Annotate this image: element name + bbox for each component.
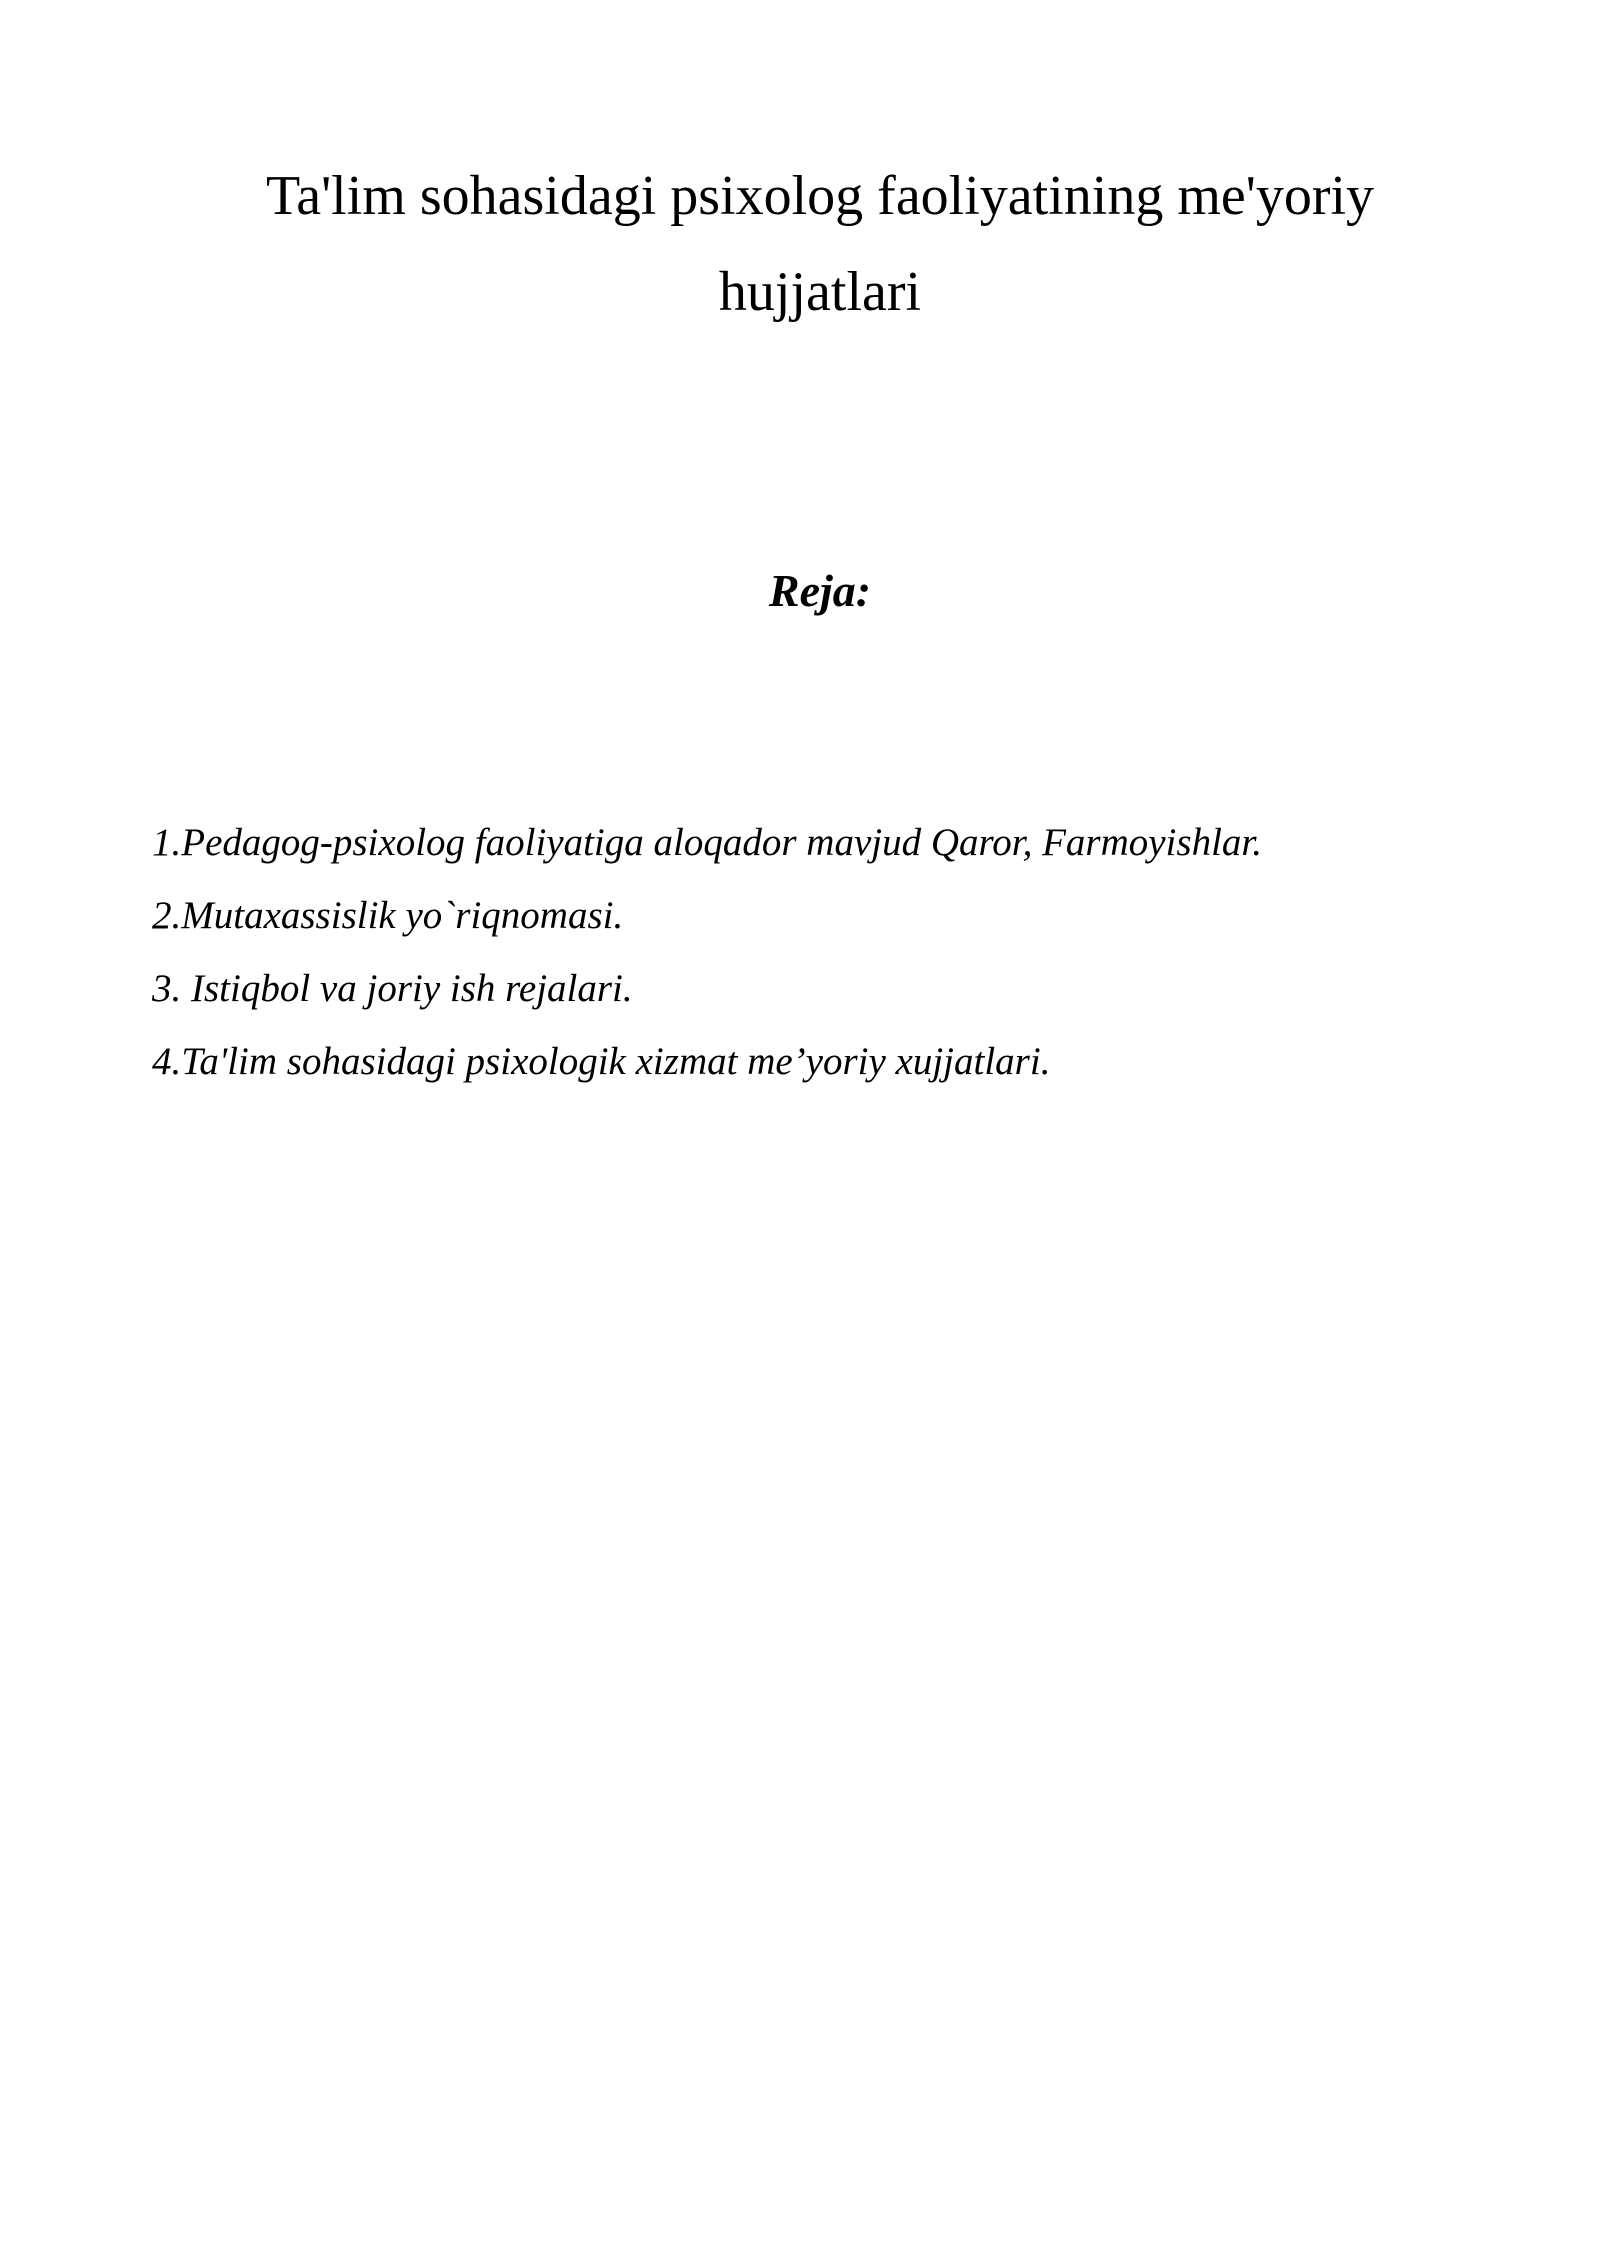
- plan-item-1: 1.Pedagog-psixolog faoliyatiga aloqador mavjud Qaror, Farmoyishlar.: [152, 821, 1263, 864]
- plan-item-4: 4.Ta'lim sohasidagi psixologik xizmat me’yoriy xujjatlari.: [152, 1040, 1051, 1083]
- plan-item-2: 2.Mutaxassislik yo`riqnomasi.: [152, 894, 624, 937]
- plan-list: [152, 806, 1492, 1098]
- page-title: [150, 148, 1490, 340]
- plan-item-3: 3. Istiqbol va joriy ish rejalari.: [152, 967, 633, 1010]
- plan-heading: Reja:: [768, 565, 872, 616]
- title-line-1: Ta'lim sohasidagi psixolog faoliyatining me'yoriy: [265, 165, 1375, 227]
- title-line-2: hujjatlari: [718, 261, 922, 323]
